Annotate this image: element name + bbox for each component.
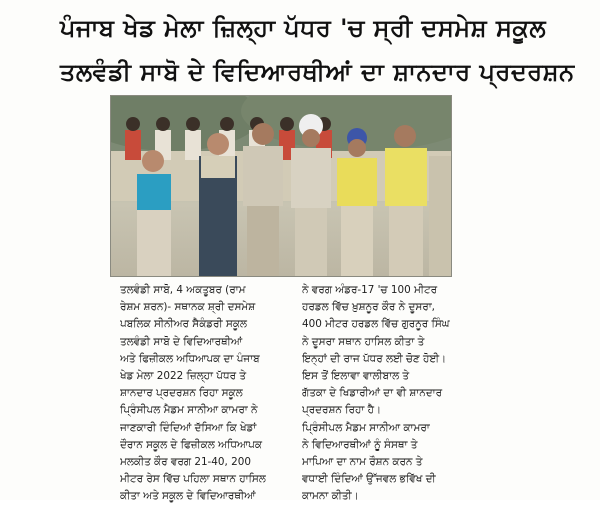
column-1-line: ਪਬਲਿਕ ਸੀਨੀਅਰ ਸੈਕੰਡਰੀ ਸਕੂਲ bbox=[120, 318, 247, 331]
column-1-line: ਸ਼ਾਨਦਾਰ ਪ੍ਰਦਰਸ਼ਨ ਰਿਹਾ ਸਕੂਲ bbox=[120, 387, 243, 400]
column-1-line: ਅਤੇ ਫਿਜ਼ੀਕਲ ਅਧਿਆਪਕ ਦਾ ਪੰਜਾਬ bbox=[120, 352, 260, 365]
column-1-line: ਪ੍ਰਿੰਸੀਪਲ ਮੈਡਮ ਸਾਨੀਆ ਕਾਮਰਾ ਨੇ bbox=[120, 404, 258, 417]
column-2-line: ਇਸ ਤੋਂ ਇਲਾਵਾ ਵਾਲੀਬਾਲ ਤੇ bbox=[302, 370, 410, 383]
column-2-line: ਪ੍ਰਿੰਸੀਪਲ ਮੈਡਮ ਸਾਨੀਆ ਕਾਮਰਾ bbox=[302, 421, 430, 434]
column-2-line: ਨੇ ਵਰਗ ਅੰਡਰ-17 'ਚ 100 ਮੀਟਰ bbox=[302, 284, 438, 296]
column-2-line: ਨੇ ਵਿਦਿਆਰਥੀਆਂ ਨੂੰ ਸੰਸਥਾ ਤੇ bbox=[302, 438, 418, 451]
column-1-line: ਮੀਟਰ ਰੇਸ ਵਿੱਚ ਪਹਿਲਾ ਸਥਾਨ ਹਾਸਿਲ bbox=[120, 473, 266, 486]
column-1-line: ਤਲਵੰਡੀ ਸਾਬੋ ਦੇ ਵਿਦਿਆਰਥੀਆਂ bbox=[120, 335, 243, 348]
column-2-line: ਗੱਤਕਾ ਦੇ ਖਿਡਾਰੀਆਂ ਦਾ ਵੀ ਸ਼ਾਨਦਾਰ bbox=[302, 387, 443, 400]
group-photo-illustration bbox=[111, 96, 451, 276]
column-1-line: ਮਲਕੀਤ ਕੌਰ ਵਰਗ 21-40, 200 bbox=[120, 456, 251, 469]
column-2-line: ਇਨ੍ਹਾਂ ਦੀ ਰਾਜ ਪੱਧਰ ਲਈ ਚੋਣ ਹੋਈ। bbox=[302, 352, 447, 365]
column-2-line: ਹਰਡਲ ਵਿੱਚ ਖ਼ੁਸ਼ਨੂਰ ਕੌਰ ਨੇ ਦੂਸਰਾ, bbox=[302, 301, 435, 314]
column-2-line: ਪ੍ਰਦਰਸ਼ਨ ਰਿਹਾ ਹੈ। bbox=[302, 404, 382, 417]
column-2-line: ਵਧਾਈ ਦਿੰਦਿਆਂ ਉੱਜਵਲ ਭਵਿੱਖ ਦੀ bbox=[302, 473, 436, 486]
column-2-line: ਮਾਪਿਆ ਦਾ ਨਾਮ ਰੌਸ਼ਨ ਕਰਨ ਤੇ bbox=[302, 456, 423, 469]
column-1-line: ਜਾਣਕਾਰੀ ਦਿੰਦਿਆਂ ਦੱਸਿਆ ਕਿ ਖੇਡਾਂ bbox=[120, 421, 257, 434]
column-2-line: ਨੇ ਦੂਸਰਾ ਸਥਾਨ ਹਾਸਿਲ ਕੀਤਾ ਤੇ bbox=[302, 335, 425, 348]
column-2-line: 400 ਮੀਟਰ ਹਰਡਲ ਵਿੱਚ ਗੁਰਨੂਰ ਸਿੰਘ bbox=[302, 318, 450, 331]
article-column-1 bbox=[120, 282, 290, 506]
headline-line-2: ਤਲਵੰਡੀ ਸਾਬੋ ਦੇ ਵਿਦਿਆਰਥੀਆਂ ਦਾ ਸ਼ਾਨਦਾਰ ਪ੍ਰਦਰਸ਼ਨ bbox=[60, 58, 575, 86]
column-1-line: ਕੀਤਾ ਅਤੇ ਸਕੂਲ ਦੇ ਵਿਦਿਆਰਥੀਆਂ bbox=[120, 490, 256, 503]
news-photo bbox=[110, 95, 452, 277]
article-column-2 bbox=[302, 282, 472, 506]
column-1-line: ਦੌਰਾਨ ਸਕੂਲ ਦੇ ਫਿਜ਼ੀਕਲ ਅਧਿਆਪਕ bbox=[120, 438, 262, 451]
headline-line-1: ਪੰਜਾਬ ਖੇਡ ਮੇਲਾ ਜ਼ਿਲ੍ਹਾ ਪੱਧਰ 'ਚ ਸ੍ਰੀ ਦਸਮੇਸ਼ ਸਕੂਲ bbox=[60, 14, 547, 42]
column-1-line: ਤਲਵੰਡੀ ਸਾਬੋ, 4 ਅਕਤੂਬਰ (ਰਾਮ bbox=[120, 284, 246, 296]
column-1-line: ਰੇਸ਼ਮ ਸ਼ਰਨ)- ਸਥਾਨਕ ਸ਼੍ਰੀ ਦਸਮੇਸ਼ bbox=[120, 301, 256, 314]
column-2-line: ਕਾਮਨਾ ਕੀਤੀ। bbox=[302, 490, 359, 503]
column-1-line: ਖੇਡ ਮੇਲਾ 2022 ਜ਼ਿਲ੍ਹਾ ਪੱਧਰ ਤੇ bbox=[120, 370, 246, 383]
